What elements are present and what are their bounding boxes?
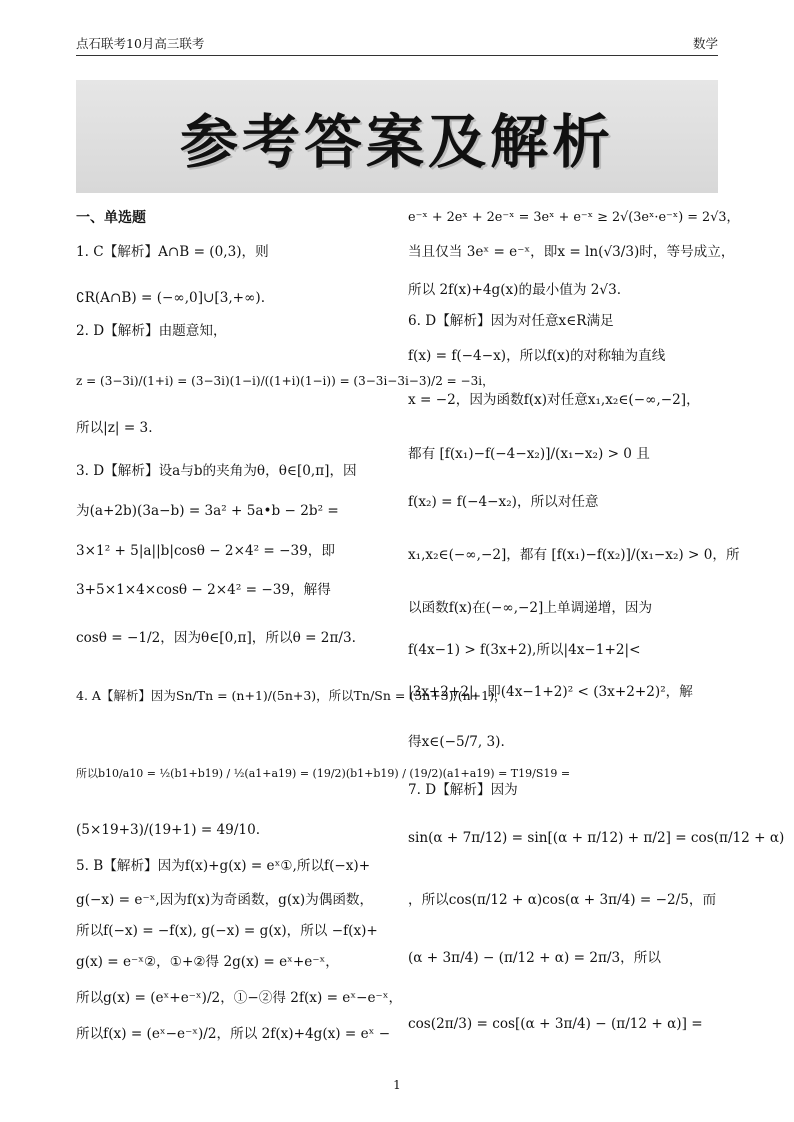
text-line: 所以g(x) = (eˣ+e⁻ˣ)/2，①−②得 2f(x) = eˣ−e⁻ˣ， [76, 990, 403, 1006]
text-line: 为(a+2b)(3a−b) = 3a² + 5a•b − 2b² = [76, 503, 339, 519]
text-line: 所以b10/a10 = ½(b1+b19) / ½(a1+a19) = (19/2)(b1+b19) / (19/2)(a1+a19) = T19/S19 = [76, 767, 571, 780]
text-line: f(x₂) = f(−4−x₂)，所以对任意 [408, 494, 599, 510]
text-line: 当且仅当 3eˣ = e⁻ˣ，即x = ln(√3/3)时，等号成立， [408, 244, 735, 260]
text-line: 所以|z| = 3. [76, 420, 153, 436]
text-line: 所以 2f(x)+4g(x)的最小值为 2√3. [408, 282, 622, 298]
text-line: g(−x) = e⁻ˣ,因为f(x)为奇函数，g(x)为偶函数， [76, 892, 374, 908]
text-line: 2. D【解析】由题意知， [76, 323, 227, 339]
text-line: 1. C【解析】A∩B = (0,3)，则 [76, 244, 269, 260]
text-line: 3+5×1×4×cosθ − 2×4² = −39，解得 [76, 582, 331, 598]
text-line: sin(α + 7π/12) = sin[(α + π/12) + π/2] = cos(π/12 + α) [408, 830, 785, 846]
text-line: 3. D【解析】设a与b的夹角为θ，θ∈[0,π]，因 [76, 463, 357, 479]
text-line: |3x+2+2|，即(4x−1+2)² < (3x+2+2)²，解 [408, 684, 693, 700]
text-line: x = −2，因为函数f(x)对任意x₁,x₂∈(−∞,−2]， [408, 392, 700, 408]
text-line: cos(2π/3) = cos[(α + 3π/4) − (π/12 + α)] = [408, 1016, 703, 1032]
text-line: f(x) = f(−4−x)，所以f(x)的对称轴为直线 [408, 348, 666, 364]
text-line: e⁻ˣ + 2eˣ + 2e⁻ˣ = 3eˣ + e⁻ˣ ≥ 2√(3eˣ·e⁻ˣ) = 2√3， [408, 210, 740, 225]
text-line: 所以f(x) = (eˣ−e⁻ˣ)/2，所以 2f(x)+4g(x) = eˣ − [76, 1026, 391, 1042]
text-line: f(4x−1) > f(3x+2),所以|4x−1+2|< [408, 642, 641, 658]
text-line: 以函数f(x)在(−∞,−2]上单调递增，因为 [408, 600, 653, 616]
page-number: 1 [393, 1078, 401, 1092]
header-left: 点石联考10月高三联考 [76, 36, 205, 51]
text-line: 得x∈(−5/7, 3). [408, 734, 505, 750]
text-line: g(x) = e⁻ˣ②，①+②得 2g(x) = eˣ+e⁻ˣ， [76, 954, 339, 970]
text-line: 都有 [f(x₁)−f(−4−x₂)]/(x₁−x₂) > 0 且 [408, 446, 650, 462]
section-title: 一、单选题 [76, 210, 146, 226]
header-right: 数学 [692, 36, 718, 51]
text-line: (5×19+3)/(19+1) = 49/10. [76, 822, 261, 838]
title-banner [76, 80, 718, 193]
text-line: ，所以cos(π/12 + α)cos(α + 3π/4) = −2/5，而 [408, 892, 717, 908]
text-line: ∁R(A∩B) = (−∞,0]∪[3,+∞). [76, 290, 266, 306]
text-line: 5. B【解析】因为f(x)+g(x) = eˣ①,所以f(−x)+ [76, 858, 371, 874]
page-header [76, 30, 718, 56]
text-line: 所以f(−x) = −f(x), g(−x) = g(x)，所以 −f(x)+ [76, 923, 378, 939]
banner-title: 参考答案及解析 [179, 107, 614, 176]
text-line: 6. D【解析】因为对任意x∈R满足 [408, 313, 614, 329]
text-line: z = (3−3i)/(1+i) = (3−3i)(1−i)/((1+i)(1−i)) = (3−3i−3i−3)/2 = −3i， [76, 374, 495, 388]
text-line: cosθ = −1/2，因为θ∈[0,π]，所以θ = 2π/3. [76, 630, 356, 646]
text-line: x₁,x₂∈(−∞,−2]，都有 [f(x₁)−f(x₂)]/(x₁−x₂) > 0，所 [408, 547, 740, 563]
text-line: 3×1² + 5|a||b|cosθ − 2×4² = −39，即 [76, 543, 335, 559]
text-line: 4. A【解析】因为Sn/Tn = (n+1)/(5n+3)，所以Tn/Sn = (5n+3)/(n+1)， [76, 688, 507, 703]
text-line: 7. D【解析】因为 [408, 782, 518, 798]
text-line: (α + 3π/4) − (π/12 + α) = 2π/3，所以 [408, 950, 661, 966]
